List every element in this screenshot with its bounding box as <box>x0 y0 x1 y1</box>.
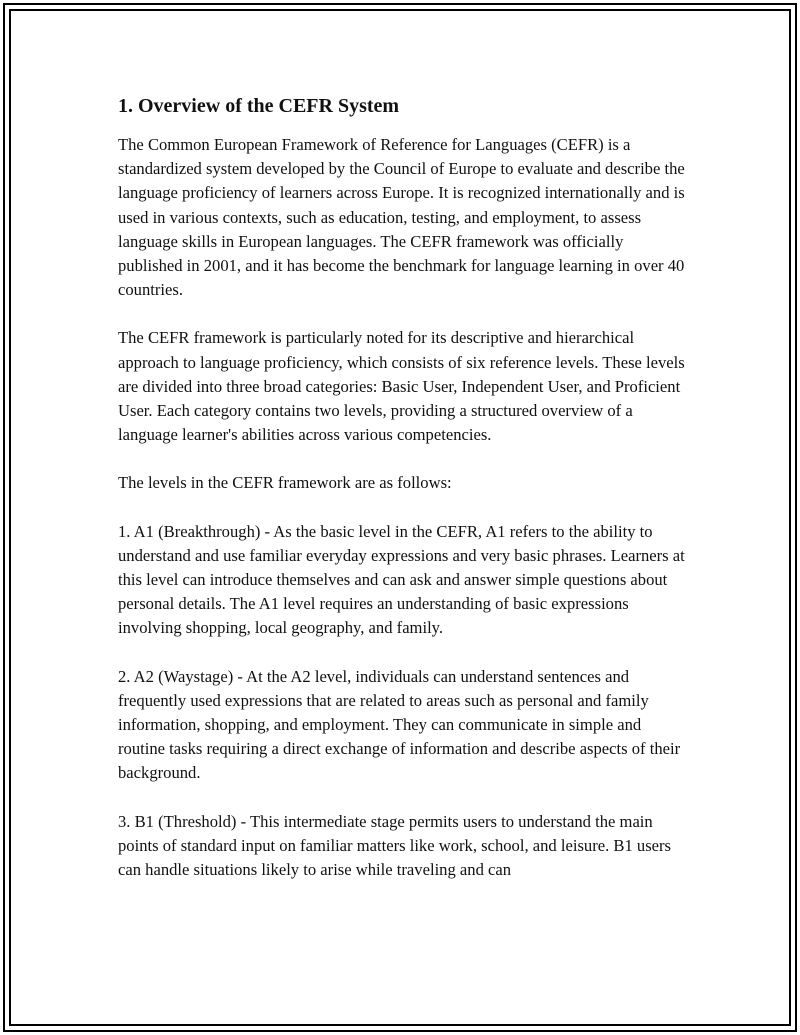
section-title: 1. Overview of the CEFR System <box>118 95 400 117</box>
paragraph-intro: The Common European Framework of Reference for Languages (CEFR) is a standardized system developed by the Council of Europe to evaluate and describe the language proficiency of learners across Europe. It is recognized internationally and is used in various contexts, such as education, testing, and employment, to assess language skills in European languages. The CEFR framework was officially published in 2001, and it has become the benchmark for language learning in over 40 countries. <box>118 135 685 300</box>
paragraph-b1: 3. B1 (Threshold) - This intermediate stage permits users to understand the main points of standard input on familiar matters like work, school, and leisure. B1 users can handle situations likely to arise while traveling and can <box>118 811 672 880</box>
paragraph-a2: 2. A2 (Waystage) - At the A2 level, individuals can understand sentences and frequently used expressions that are related to areas such as personal and family information, shopping, and employment. They can communicate in simple and routine tasks requiring a direct exchange of information and describe aspects of their background. <box>118 666 681 783</box>
paragraph-a1: 1. A1 (Breakthrough) - As the basic level in the CEFR, A1 refers to the ability to understand and use familiar everyday expressions and very basic phrases. Learners at this level can introduce themselves and can ask and answer simple questions about personal details. The A1 level requires an understanding of basic expressions involving shopping, local geography, and family. <box>118 521 685 638</box>
document-page <box>118 92 688 906</box>
paragraph-levels-list-intro: The levels in the CEFR framework are as follows: <box>118 473 452 493</box>
paragraph-levels-overview: The CEFR framework is particularly noted for its descriptive and hierarchical approach to language proficiency, which consists of six reference levels. These levels are divided into three broad categories: Basic User, Independent User, and Proficient User. Each category contains two levels, providing a structured overview of a language learner's abilities across various competencies. <box>118 328 685 445</box>
